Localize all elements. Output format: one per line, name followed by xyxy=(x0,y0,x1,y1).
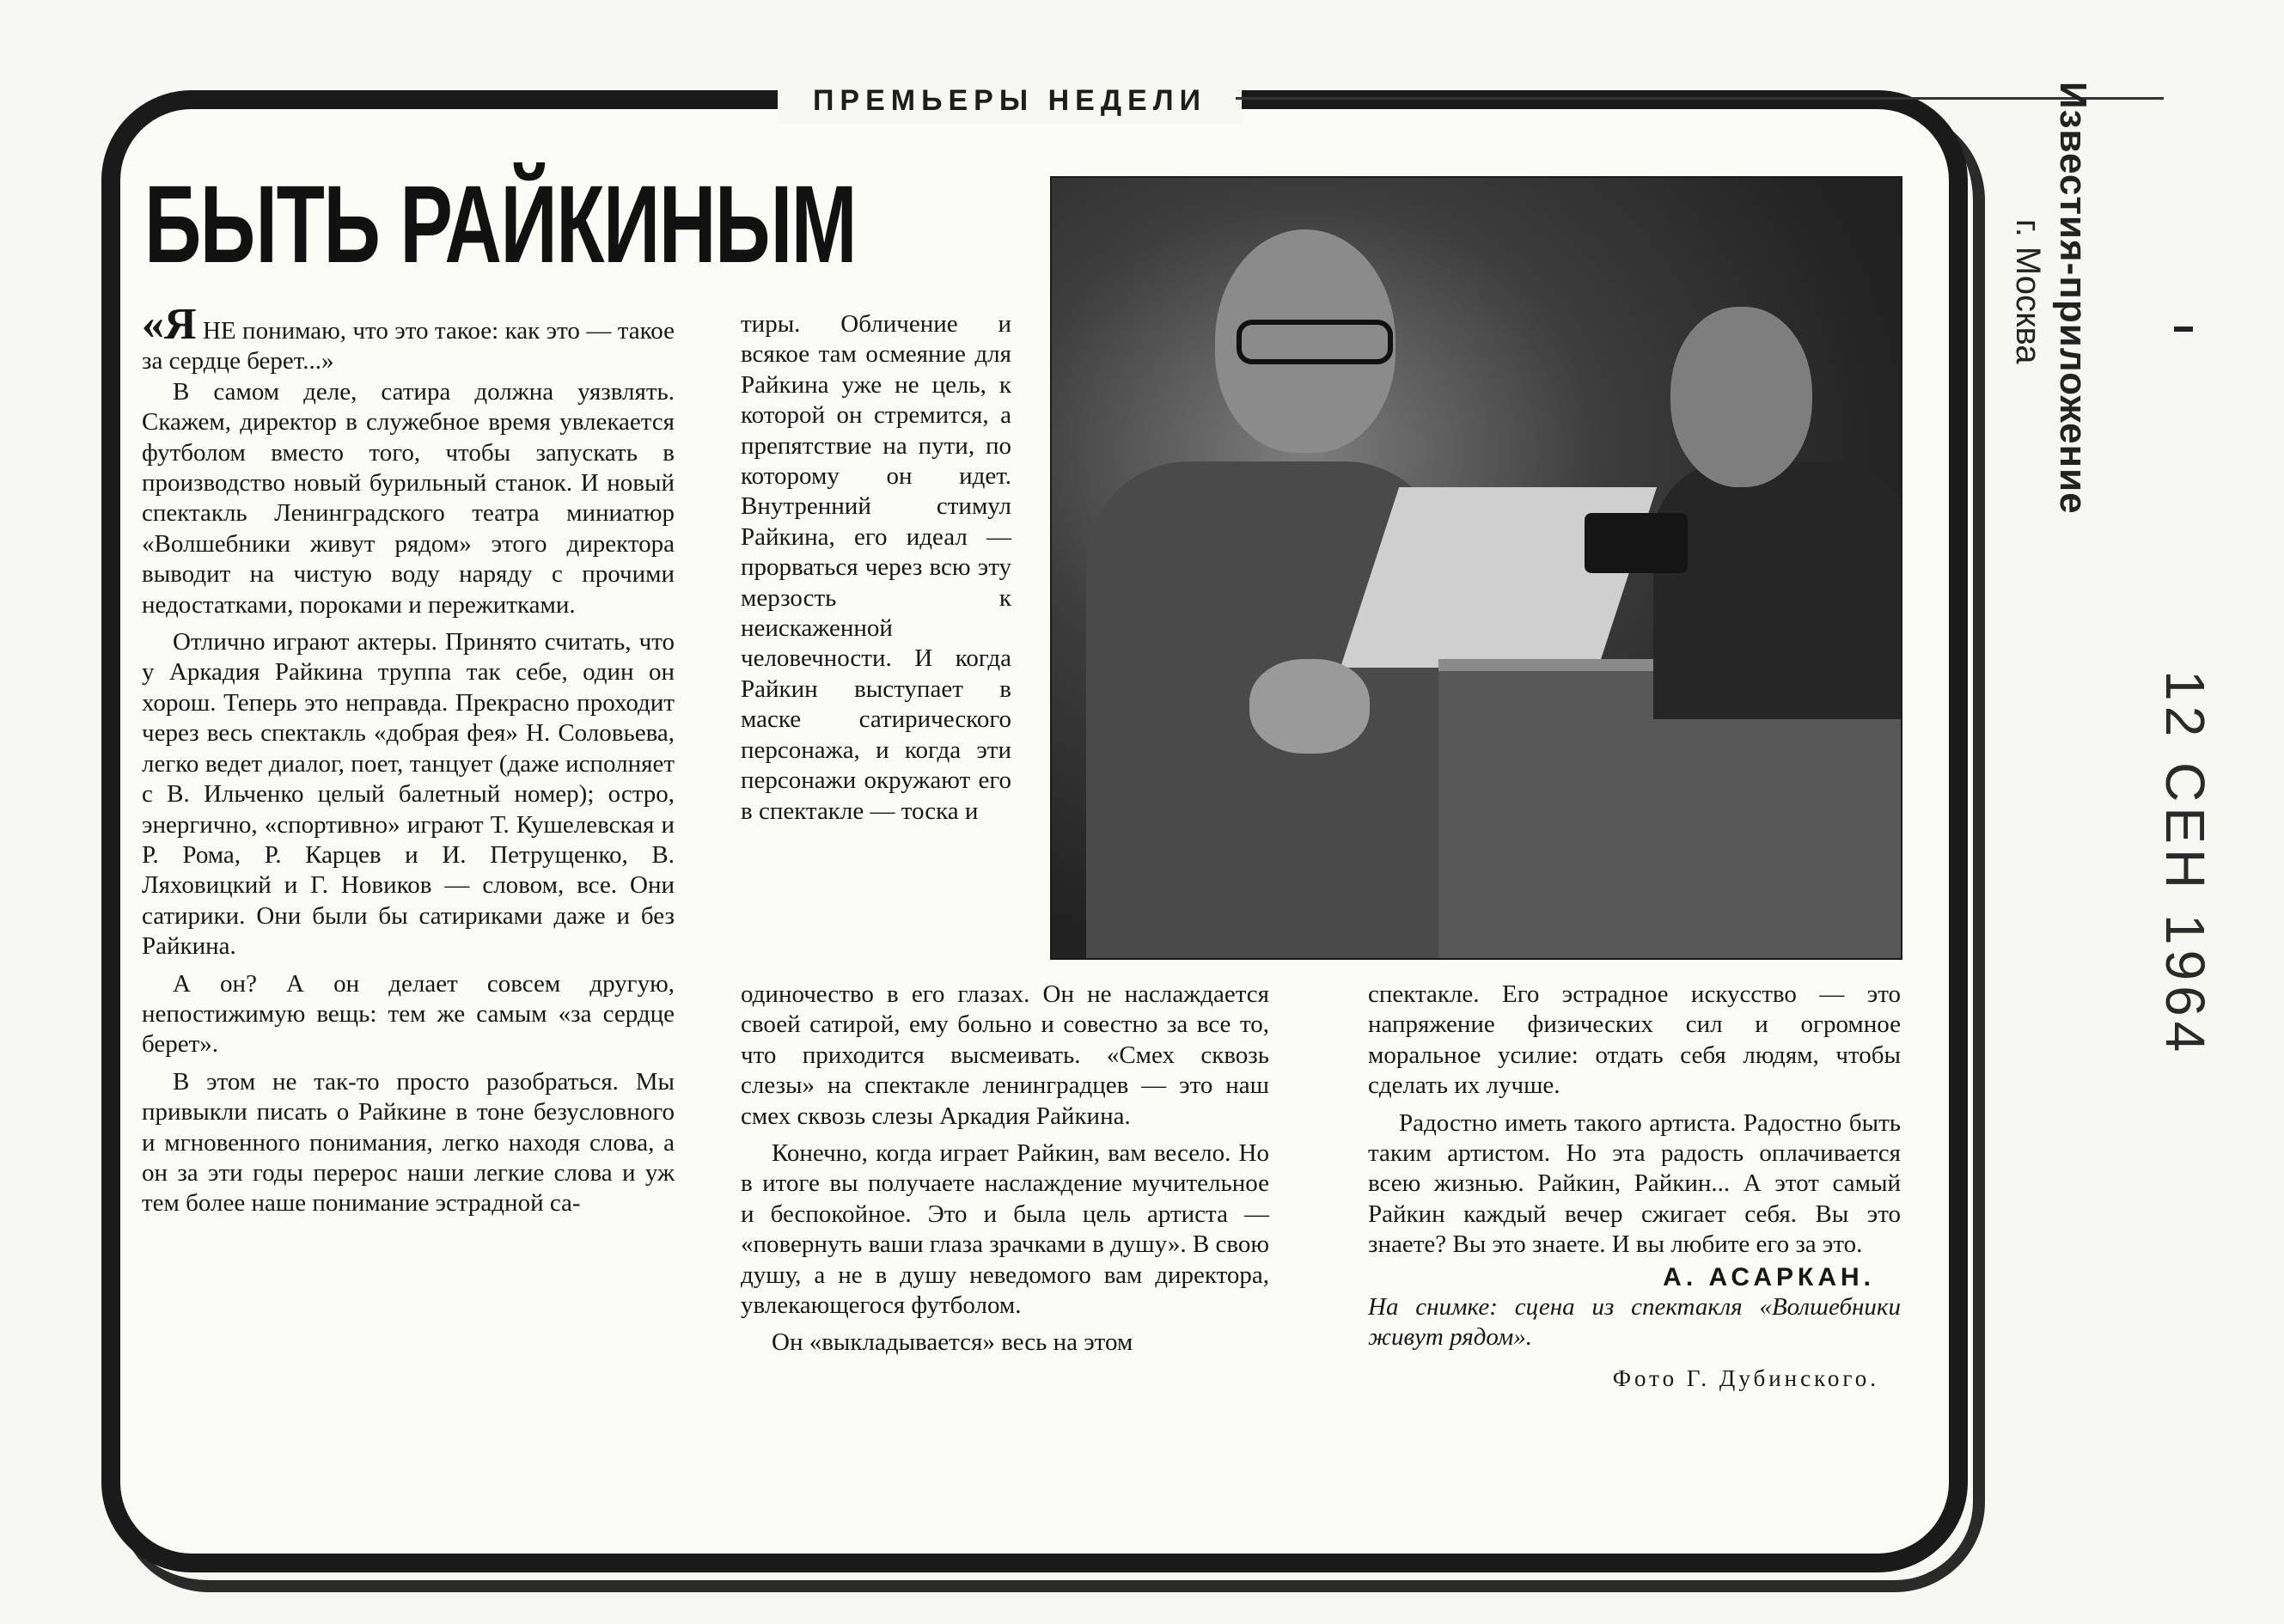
article-column-3 xyxy=(1368,980,1901,1394)
headline: БЫТЬ РАЙКИНЫМ xyxy=(144,163,857,286)
paragraph: Он «выкладывается» весь на этом xyxy=(772,1328,1133,1357)
margin-tick xyxy=(2174,327,2193,332)
paragraph: В самом деле, сатира должна уязвлять. Скажем, директор в служебное время увлекается футболом вместо того, чтобы запускать в производство новый бурильный станок. И новый спектакль Ленинградского театра миниатюр «Волшебники живут рядом» этого директора выводит на чистую воду наряду с прочими недостатками, пороками и пережитками. xyxy=(142,377,675,619)
source-city: г. Москва xyxy=(2009,219,2047,364)
rubric-label: ПРЕМЬЕРЫ НЕДЕЛИ xyxy=(812,84,1207,117)
source-newspaper: Известия-приложение xyxy=(2052,82,2094,515)
paragraph: Отлично играют актеры. Принято считать, что у Аркадия Райкина труппа так себе, один он хорош. Теперь это неправда. Прекрасно проходит через весь спектакль «добрая фея» Н. Соловьева, легко ведет диалог, поет, танцует (даже исполняет с В. Ильченко целый балетный номер); остро, энергично, «спортивно» играют Т. Кушелевская и Р. Рома, Р. Карцев и И. Петрущенко, В. Ляховицкий и Г. Новиков — словом, все. Они сатирики. Они были бы сатириками даже и без Райкина. xyxy=(142,628,675,961)
paragraph: тиры. Обличение и всякое там осмеяние для Райкина уже не цель, к которой он стремится, а препятствие на пути, по которому он идет. Внутренний стимул Райкина, его идеал — прорваться через всю эту мерзость к неискаженной человечности. И когда Райкин выступает в маске сатирического персонажа, и когда эти персонажи окружают его в спектакле — тоска и xyxy=(741,310,1011,825)
paragraph: В этом не так-то просто разобраться. Мы привыкли писать о Райкине в тоне безусловного и мгновенного понимания, легко находя слова, а он за эти годы перерос наши легкие слова и уж тем более наше понимание эстрадной са- xyxy=(142,1067,675,1218)
article-column-2-bottom xyxy=(741,980,1269,1358)
source-stamp xyxy=(2002,82,2097,563)
photo-microphones xyxy=(1585,513,1688,573)
lead-drop-cap: «Я xyxy=(142,300,197,349)
photo-figure-right xyxy=(1653,461,1902,719)
date-stamp: 12 СЕН 1964 xyxy=(2154,670,2216,1058)
author-signature: А. АСАРКАН. xyxy=(1663,1262,1875,1291)
article-column-1 xyxy=(142,300,675,1219)
paragraph: А он? А он делает совсем другую, непостижимую вещь: тем же самым «за сердце берет». xyxy=(142,969,675,1059)
photo-hand xyxy=(1249,659,1370,754)
article-column-2 xyxy=(741,309,1011,827)
lead-text: НЕ понимаю, что это такое: как это — такое за сердце берет...» xyxy=(142,317,675,375)
paragraph: Конечно, когда играет Райкин, вам весело. Но в итоге вы получаете наслаждение мучительное и беспокойное. Это и была цель артиста — «повернуть ваши глаза зрачками в душу». В свою душу, а не в душу неведомого вам директора, увлекающегося футболом. xyxy=(741,1139,1269,1320)
photo-head-right xyxy=(1670,307,1812,487)
paragraph: одиночество в его глазах. Он не наслаждается своей сатирой, ему больно и совестно за все то, что приходится высмеивать. «Смех сквозь слезы» на спектакле ленинградцев — это наш смех сквозь слезы Аркадия Райкина. xyxy=(741,980,1269,1130)
paragraph: спектакле. Его эстрадное искусство — это напряжение физических сил и огромное моральное усилие: отдать себя людям, чтобы сделать их лучше. xyxy=(1368,980,1901,1100)
lead-paragraph xyxy=(142,300,675,377)
paragraph: Радостно иметь такого артиста. Радостно быть таким артистом. Но эта радость оплачивается всею жизнью. Райкин, Райкин... А этот самый Райкин каждый вечер сжигает себя. Вы это знаете? Вы это знаете. И вы любите его за это. xyxy=(1368,1108,1901,1259)
photo-caption: На снимке: сцена из спектакля «Волшебники живут рядом». xyxy=(1368,1293,1901,1352)
photo-credit: Фото Г. Дубинского. xyxy=(1612,1365,1879,1391)
article-photo xyxy=(1050,176,1902,960)
photo-glasses xyxy=(1237,320,1393,364)
